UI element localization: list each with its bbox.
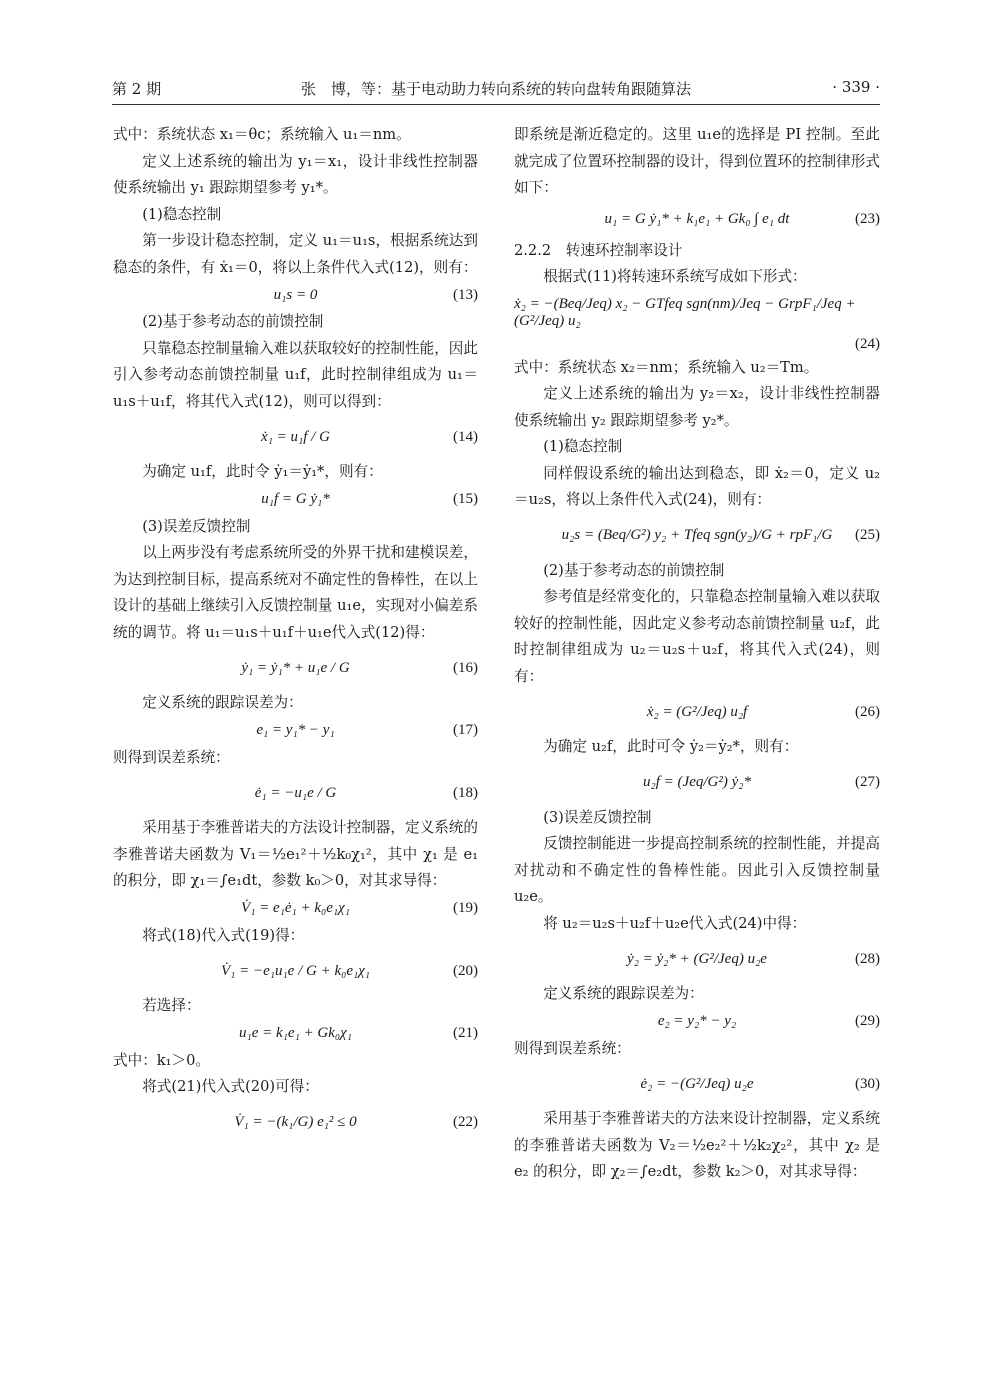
right-column — [514, 122, 880, 1186]
equation-expression: V̇₁ = −e₁u₁e / G + k₀e₁χ₁ — [220, 962, 371, 979]
subsection-heading: (1)稳态控制 — [142, 205, 222, 223]
equation-expression: e₁ = y₁* − y₁ — [256, 722, 335, 738]
equation — [514, 291, 880, 355]
equation — [514, 514, 880, 558]
paragraph: 定义上述系统的输出为 y₂＝x₂，设计非线性控制器使系统输出 y₂ 跟踪期望参考 y₂*。 — [514, 385, 880, 429]
paragraph: 若选择： — [142, 997, 201, 1014]
paragraph: 为确定 u₂f，此时可令 ẏ₂＝ẏ₂*，则有： — [543, 738, 799, 755]
equation-number: (21) — [453, 1025, 478, 1041]
paragraph: 则得到误差系统： — [113, 748, 230, 766]
paragraph: 即系统是渐近稳定的。这里 u₁e的选择是 PI 控制。至此就完成了位置环控制器的设计，得到位置环的控制律形式如下： — [514, 126, 880, 196]
paragraph: 根据式(11)将转速环系统写成如下形式： — [543, 268, 807, 285]
equation-expression: u₁e = k₁e₁ + Gk₀χ₁ — [239, 1025, 352, 1041]
equation — [514, 937, 880, 981]
equation-number: (27) — [855, 774, 880, 790]
equation-expression: ẏ₁ = ẏ₁* + u₁e / G — [241, 659, 350, 676]
equation — [113, 1101, 478, 1145]
equation — [514, 1008, 880, 1036]
equation-expression: ẋ₁ = u₁f / G — [261, 428, 330, 445]
paragraph: 式中：系统状态 x₁＝θc；系统输入 u₁＝nm。 — [113, 126, 411, 143]
equation-number: (23) — [855, 211, 880, 227]
paragraph: 采用基于李雅普诺夫的方法设计控制器，定义系统的李雅普诺夫函数为 V₁＝½e₁²＋½k₀χ₁²，其中 χ₁ 是 e₁ 的积分，即 χ₁＝∫e₁dt，参数 k₀＞0，对其求导得： — [113, 819, 478, 889]
equation-number: (18) — [453, 784, 478, 801]
equation — [113, 771, 478, 815]
equation-expression: u₁f = G ẏ₁* — [261, 491, 330, 507]
equation-expression: ẋ₂ = (G²/Jeq) u₂f — [646, 703, 748, 720]
paragraph: 式中：k₁＞0。 — [113, 1051, 210, 1069]
equation-expression: u₁s = 0 — [273, 286, 318, 303]
section-heading: 2.2.2 转速环控制率设计 — [514, 241, 683, 259]
subsection-heading: (2)基于参考动态的前馈控制 — [142, 313, 324, 330]
equation-expression: u₂s = (Beq/G²) y₂ + Tfeq sgn(y₂)/G + rpF₁/G — [561, 527, 833, 543]
equation-expression: ė₂ = −(G²/Jeq) u₂e — [640, 1075, 754, 1092]
equation-number: (20) — [453, 962, 478, 979]
paragraph: 为确定 u₁f，此时令 ẏ₁＝ẏ₁*，则有： — [142, 463, 383, 480]
equation-number: (26) — [855, 703, 880, 720]
equation — [514, 690, 880, 734]
issue-number: 第 2 期 — [112, 80, 162, 98]
equation — [514, 1062, 880, 1106]
equation-number: (22) — [453, 1114, 478, 1130]
left-column — [113, 122, 478, 1145]
equation — [514, 761, 880, 805]
paragraph: 将式(21)代入式(20)可得： — [142, 1078, 319, 1095]
equation-number: (28) — [855, 950, 880, 967]
paragraph: 采用基于李雅普诺夫的方法来设计控制器，定义系统的李雅普诺夫函数为 V₂＝½e₂²＋½k₂χ₂²，其中 χ₂ 是 e₂ 的积分，即 χ₂＝∫e₂dt，参数 k₂＞0，对其求导得： — [514, 1110, 880, 1180]
paragraph: 以上两步没有考虑系统所受的外界干扰和建模误差，为达到控制目标，提高系统对不确定性的鲁棒性，在以上设计的基础上继续引入反馈控制量 u₁e，实现对小偏差系统的调节。将 u₁＝u₁s＋u₁f＋u₁e代入式(12)得： — [113, 544, 478, 641]
equation-expression: u₂f = (Jeq/G²) ẏ₂* — [643, 774, 751, 790]
paragraph: 将 u₂＝u₂s＋u₂f＋u₂e代入式(24)中得： — [543, 914, 807, 932]
equation-number: (16) — [453, 659, 478, 676]
equation-number: (25) — [855, 527, 880, 543]
equation-number: (15) — [453, 491, 478, 507]
equation-number: (30) — [855, 1075, 880, 1092]
equation-number: (14) — [453, 428, 478, 445]
equation — [113, 646, 478, 690]
page-number: · 339 · — [832, 78, 880, 96]
equation-expression: ẋ₂ = −(Beq/Jeq) x₂ − GTfeq sgn(nm)/Jeq − GrpF₁/Jeq + (G²/Jeq) u₂ — [514, 295, 856, 329]
equation-expression: V̇₁ = e₁ė₁ + k₀e₁χ₁ — [241, 900, 350, 916]
equation — [113, 717, 478, 745]
equation — [113, 895, 478, 923]
paragraph: 定义系统的跟踪误差为： — [142, 694, 303, 711]
equation-expression: u₁ = G ẏ₁* + k₁e₁ + Gk₀ ∫ e₁ dt — [604, 211, 790, 227]
page-header — [112, 78, 880, 102]
header-rule — [112, 104, 880, 105]
paragraph: 反馈控制能进一步提高控制系统的控制性能，并提高对扰动和不确定性的鲁棒性能。因此引入反馈控制量 u₂e。 — [514, 835, 880, 905]
subsection-heading: (2)基于参考动态的前馈控制 — [543, 561, 725, 579]
equation-expression: ė₁ = −u₁e / G — [254, 784, 337, 801]
equation-expression: e₂ = y₂* − y₂ — [657, 1013, 737, 1029]
subsection-heading: (3)误差反馈控制 — [142, 517, 251, 535]
paragraph: 定义上述系统的输出为 y₁＝x₁，设计非线性控制器使系统输出 y₁ 跟踪期望参考 y₁*。 — [113, 152, 478, 196]
equation-number: (13) — [453, 286, 478, 303]
equation — [113, 415, 478, 459]
paragraph: 只靠稳态控制量输入难以获取较好的控制性能，因此引入参考动态前馈控制量 u₁f，此时控制律组成为 u₁＝u₁s＋u₁f，将其代入式(12)，则可以得到： — [113, 339, 478, 410]
subsection-heading: (3)误差反馈控制 — [543, 808, 652, 826]
equation-expression: ẏ₂ = ẏ₂* + (G²/Jeq) u₂e — [627, 950, 767, 967]
paragraph: 参考值是经常变化的，只靠稳态控制量输入难以获取较好的控制性能，因此定义参考动态前馈控制量 u₂f，此时控制律组成为 u₂＝u₂s＋u₂f，将其代入式(24)，则有： — [514, 588, 880, 685]
subsection-heading: (1)稳态控制 — [543, 438, 623, 455]
equation-number: (17) — [453, 722, 478, 738]
paragraph: 第一步设计稳态控制，定义 u₁＝u₁s，根据系统达到稳态的条件，有 ẋ₁＝0，将以上条件代入式(12)，则有： — [113, 232, 478, 276]
paragraph: 式中：系统状态 x₂＝nm；系统输入 u₂＝Tm。 — [514, 358, 819, 376]
equation-number: (29) — [855, 1013, 880, 1029]
equation — [113, 486, 478, 514]
equation-number: (24) — [855, 335, 880, 352]
equation — [113, 1020, 478, 1048]
equation — [113, 281, 478, 309]
running-title: 张 博，等：基于电动助力转向系统的转向盘转角跟随算法 — [300, 80, 691, 98]
equation — [514, 202, 880, 238]
equation-expression: V̇₁ = −(k₁/G) e₁² ≤ 0 — [234, 1114, 357, 1130]
paragraph: 定义系统的跟踪误差为： — [543, 985, 704, 1002]
paragraph: 将式(18)代入式(19)得： — [142, 926, 305, 944]
equation — [113, 949, 478, 993]
paragraph: 则得到误差系统： — [514, 1039, 631, 1057]
equation-number: (19) — [453, 900, 478, 916]
paragraph: 同样假设系统的输出达到稳态，即 ẋ₂＝0，定义 u₂＝u₂s，将以上条件代入式(24)，则有： — [514, 464, 880, 508]
